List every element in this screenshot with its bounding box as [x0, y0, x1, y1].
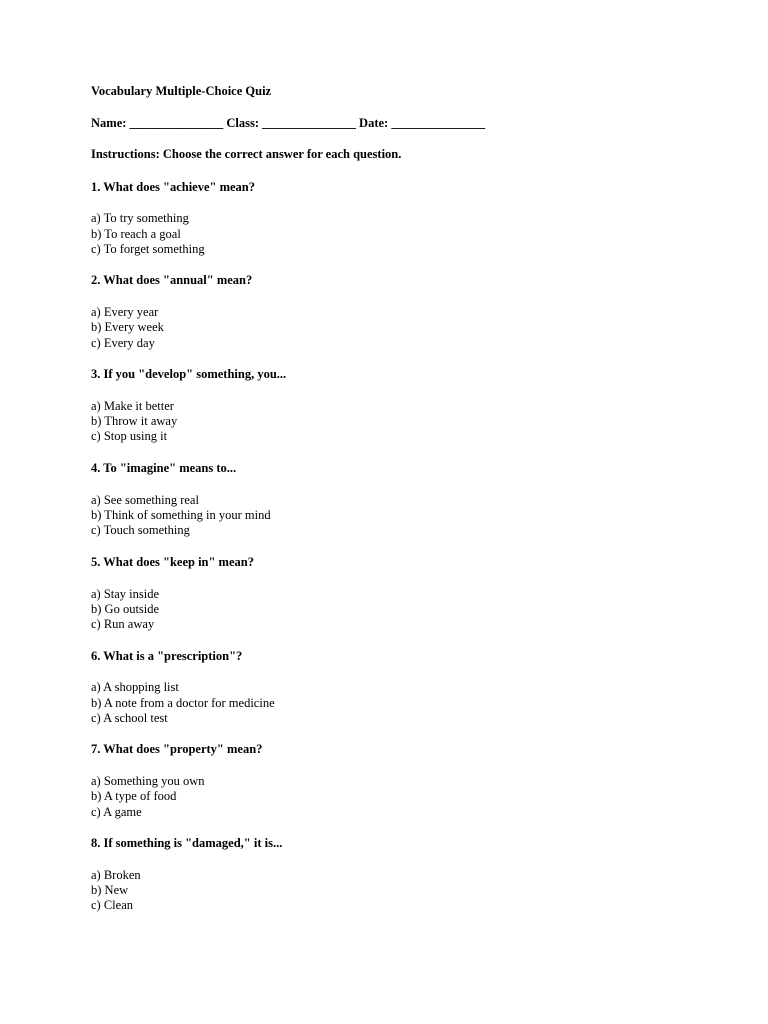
answer-options: [91, 868, 731, 914]
page-title: Vocabulary Multiple-Choice Quiz: [91, 84, 272, 98]
answer-option: c) To forget something: [91, 241, 205, 256]
answer-option: a) Something you own: [91, 774, 205, 789]
question-6: [91, 649, 731, 726]
answer-option: b) A note from a doctor for medicine: [91, 695, 275, 710]
question-5: [91, 555, 731, 632]
answer-options: [91, 399, 731, 445]
answer-options: [91, 305, 731, 351]
answer-option: c) Every day: [91, 335, 155, 350]
answer-option: b) A type of food: [91, 789, 177, 804]
answer-option: a) Make it better: [91, 399, 174, 413]
answer-option: b) Throw it away: [91, 414, 178, 429]
question-7: [91, 742, 731, 819]
answer-option: b) Go outside: [91, 601, 160, 616]
answer-option: c) Run away: [91, 617, 155, 631]
answer-options: [91, 211, 731, 257]
name-class-date-line: Name: _______________ Class: _______________ Date: _______________: [91, 116, 486, 131]
question-text: 2. What does "annual" mean?: [91, 273, 253, 288]
answer-option: c) A game: [91, 804, 142, 819]
instructions: Instructions: Choose the correct answer for each question.: [91, 147, 402, 162]
question-text: 7. What does "property" mean?: [91, 742, 263, 757]
question-text: 6. What is a "prescription"?: [91, 648, 243, 663]
answer-option: b) Every week: [91, 320, 164, 335]
answer-option: c) Clean: [91, 898, 133, 913]
answer-options: [91, 587, 731, 633]
answer-option: c) Touch something: [91, 523, 190, 538]
question-text: 8. If something is "damaged," it is...: [91, 836, 283, 851]
question-text: 5. What does "keep in" mean?: [91, 554, 254, 569]
question-3: [91, 367, 731, 444]
answer-options: [91, 774, 731, 820]
answer-options: [91, 680, 731, 726]
question-text: 3. If you "develop" something, you...: [91, 367, 287, 382]
answer-option: a) Stay inside: [91, 586, 160, 601]
answer-option: b) New: [91, 883, 129, 898]
answer-option: a) Every year: [91, 305, 159, 320]
answer-option: a) To try something: [91, 211, 189, 226]
question-2: [91, 273, 731, 350]
answer-option: c) A school test: [91, 710, 168, 725]
quiz-document: [91, 84, 731, 930]
answer-option: a) See something real: [91, 492, 199, 507]
answer-option: a) A shopping list: [91, 680, 179, 695]
answer-option: a) Broken: [91, 867, 141, 882]
answer-option: c) Stop using it: [91, 429, 168, 444]
question-8: [91, 836, 731, 913]
question-text: 4. To "imagine" means to...: [91, 461, 237, 475]
question-4: [91, 461, 731, 538]
answer-option: b) Think of something in your mind: [91, 508, 271, 522]
answer-options: [91, 493, 731, 539]
question-text: 1. What does "achieve" mean?: [91, 179, 255, 194]
answer-option: b) To reach a goal: [91, 226, 181, 241]
question-1: [91, 180, 731, 257]
